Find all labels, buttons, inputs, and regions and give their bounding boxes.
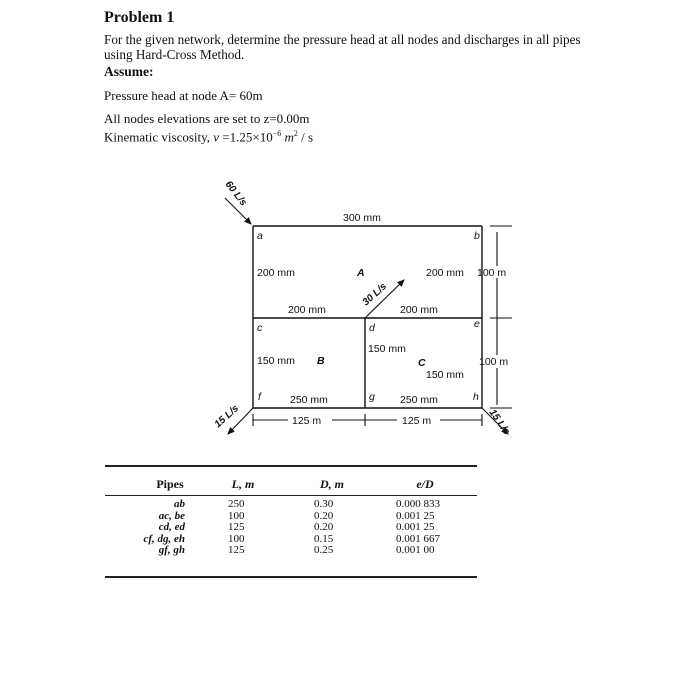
dim-lower-label: 100 m — [479, 356, 509, 368]
problem-statement-line-2: using Hard-Cross Method. — [104, 47, 245, 62]
header-diameter: D, m — [320, 477, 344, 491]
pipe-row-1: ab — [174, 498, 185, 510]
pressure-head-assumption: Pressure head at node A= 60m — [104, 88, 263, 103]
pipe-properties-table — [105, 465, 477, 580]
length-row-3: 125 — [228, 521, 245, 534]
node-h-label: h — [473, 391, 479, 403]
pipe-fg-label: 250 mm — [290, 394, 328, 406]
problem-title: Problem 1 — [104, 9, 175, 26]
table-bottom-rule — [105, 576, 477, 578]
column-lengths — [228, 499, 268, 557]
pipe-gh-label: 250 mm — [400, 394, 438, 406]
node-c-label: c — [257, 322, 263, 334]
loop-c-label: C — [418, 357, 426, 369]
length-row-1: 250 — [228, 498, 245, 510]
inflow-d-label: 30 L/s — [360, 281, 390, 309]
outflow-h-label: 15 L/s — [486, 407, 512, 437]
node-a-label: a — [257, 230, 263, 242]
diameter-row-3: 0.20 — [314, 521, 334, 534]
node-f-label: f — [258, 391, 261, 403]
pipe-eh-label: 150 mm — [426, 369, 464, 381]
dim-upper-label: 100 m — [477, 267, 507, 279]
node-d-label: d — [369, 322, 375, 334]
column-diameters — [314, 499, 354, 557]
dim-right-label: 125 m — [402, 415, 432, 427]
table-top-rule — [105, 465, 477, 467]
roughness-row-2: 0.001 25 — [396, 509, 435, 522]
diameter-row-1: 0.30 — [314, 498, 334, 510]
header-roughness: e/D — [416, 477, 434, 491]
diameter-row-4: 0.15 — [314, 532, 334, 545]
length-row-4: 100 — [228, 532, 245, 545]
roughness-row-1: 0.000 833 — [396, 498, 440, 510]
roughness-row-3: 0.001 25 — [396, 521, 435, 534]
outflow-f-label: 15 L/s — [212, 403, 242, 431]
pipe-ac-label: 200 mm — [257, 267, 295, 279]
column-roughness — [396, 499, 466, 557]
table-header-rule — [105, 495, 477, 496]
pipe-ab-label: 300 mm — [343, 212, 381, 224]
problem-statement-line-1: For the given network, determine the pressure head at all nodes and discharges in all pipes — [104, 32, 581, 47]
diameter-row-2: 0.20 — [314, 509, 334, 522]
pipe-cd-label: 200 mm — [288, 304, 326, 316]
inflow-a-label: 60 L/s — [222, 179, 249, 209]
pipe-be-label: 200 mm — [426, 267, 464, 279]
roughness-row-4: 0.001 667 — [396, 532, 440, 545]
viscosity-assumption: Kinematic viscosity, $\nu =1.25\times 10^{-6}$ $m^2$ / s — [104, 129, 314, 145]
loop-a-label: A — [357, 267, 365, 279]
dim-left-label: 125 m — [292, 415, 322, 427]
pipe-row-4: cf, dg, eh — [143, 532, 185, 545]
header-pipes: Pipes — [156, 477, 184, 491]
pipe-row-3: cd, ed — [158, 521, 185, 534]
pipe-row-2: ac, be — [158, 509, 185, 522]
length-row-5: 125 — [228, 544, 245, 557]
pipe-de-label: 200 mm — [400, 304, 438, 316]
header-length: L, m — [231, 477, 255, 491]
node-e-label: e — [474, 318, 480, 330]
node-b-label: b — [474, 230, 480, 242]
node-g-label: g — [369, 391, 375, 403]
elevation-assumption: All nodes elevations are set to z=0.00m — [104, 111, 310, 126]
pipe-row-5: gf, gh — [158, 544, 185, 557]
diameter-row-5: 0.25 — [314, 544, 334, 557]
roughness-row-5: 0.001 00 — [396, 544, 435, 557]
assume-heading: Assume: — [104, 64, 154, 79]
column-pipes — [105, 499, 185, 557]
length-row-2: 100 — [228, 509, 245, 522]
pipe-cf-label: 150 mm — [257, 355, 295, 367]
pipe-dg-label: 150 mm — [368, 343, 406, 355]
loop-b-label: B — [317, 355, 325, 367]
